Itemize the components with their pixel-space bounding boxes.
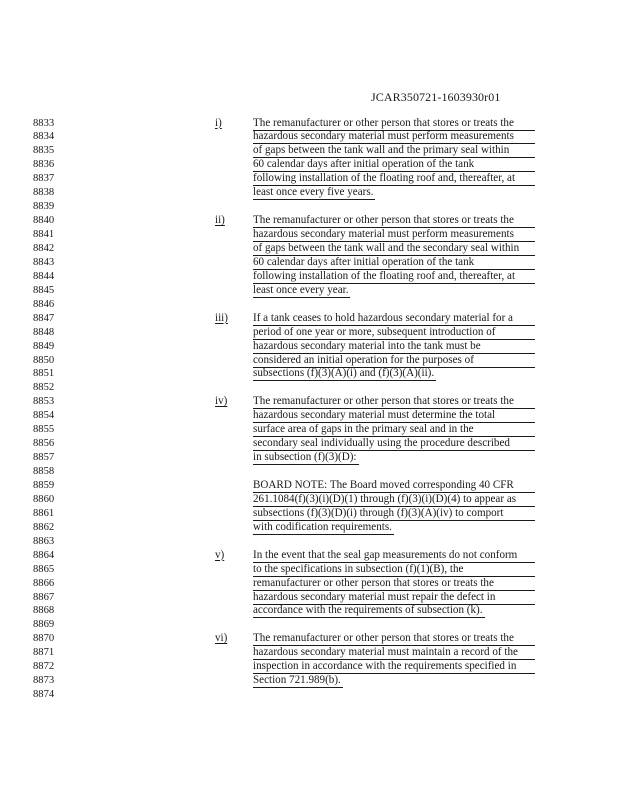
- item-numeral: ii): [215, 214, 225, 227]
- document-line: [0, 646, 624, 659]
- document-line: [0, 493, 624, 506]
- document-line: [0, 563, 624, 576]
- line-number: 8852: [33, 382, 55, 394]
- line-number: 8844: [33, 270, 55, 282]
- line-number: 8858: [33, 466, 55, 477]
- line-number: 8868: [33, 605, 55, 617]
- document-line: [0, 479, 624, 492]
- line-number: 8864: [33, 549, 55, 561]
- line-text: following installation of the floating roof and, thereafter, at: [253, 270, 535, 284]
- line-number: 8859: [33, 479, 55, 491]
- line-text: Section 721.989(b).: [253, 674, 341, 687]
- document-line: [0, 186, 624, 199]
- line-number: 8836: [33, 159, 55, 171]
- line-text: The remanufacturer or other person that stores or treats the: [253, 395, 535, 409]
- line-number: 8871: [33, 647, 55, 659]
- line-number: 8861: [33, 507, 55, 519]
- document-id: JCAR350721-1603930r01: [371, 90, 501, 104]
- document-line: [0, 130, 624, 143]
- document-line: [0, 298, 624, 311]
- line-number: 8838: [33, 187, 55, 199]
- line-text: of gaps between the tank wall and the secondary seal within: [253, 242, 535, 256]
- line-text: subsections (f)(3)(D)(i) through (f)(3)(A)(iv) to comport: [253, 507, 535, 521]
- line-text: The remanufacturer or other person that stores or treats the: [253, 214, 535, 228]
- document-line: [0, 158, 624, 171]
- document-line: [0, 535, 624, 548]
- document-line: [0, 270, 624, 283]
- line-number: 8843: [33, 256, 55, 268]
- item-numeral: i): [215, 116, 222, 129]
- document-line: [0, 367, 624, 380]
- line-text: hazardous secondary material must repair the defect in: [253, 591, 535, 605]
- document-line: [0, 284, 624, 297]
- document-line: [0, 549, 624, 562]
- line-text: hazardous secondary material must perform measurements: [253, 130, 535, 144]
- document-line: [0, 228, 624, 241]
- line-number: 8863: [33, 535, 55, 547]
- document-line: [0, 632, 624, 645]
- document-line: [0, 437, 624, 450]
- document-line: [0, 660, 624, 673]
- line-number: 8870: [33, 633, 55, 645]
- line-text: to the specifications in subsection (f)(1)(B), the: [253, 563, 535, 577]
- line-text: In the event that the seal gap measurements do not conform: [253, 549, 535, 563]
- line-number: 8855: [33, 424, 55, 436]
- document-line: [0, 577, 624, 590]
- item-numeral: iv): [215, 395, 228, 408]
- line-number: 8839: [33, 201, 55, 213]
- line-number: 8833: [33, 117, 55, 129]
- line-number: 8834: [33, 131, 55, 143]
- document-line: [0, 144, 624, 157]
- line-number: 8846: [33, 298, 55, 310]
- line-number: 8869: [33, 619, 55, 631]
- document-line: [0, 591, 624, 604]
- document-line: [0, 688, 624, 701]
- line-text: 60 calendar days after initial operation of the tank: [253, 158, 535, 172]
- line-text: least once every five years.: [253, 186, 374, 199]
- line-number: 8835: [33, 145, 55, 157]
- line-text: considered an initial operation for the purposes of: [253, 354, 535, 368]
- line-number: 8840: [33, 215, 55, 227]
- item-numeral: v): [215, 548, 225, 561]
- line-number: 8847: [33, 312, 55, 324]
- line-text: hazardous secondary material into the tank must be: [253, 340, 535, 354]
- line-number: 8857: [33, 452, 55, 464]
- line-text: hazardous secondary material must perform measurements: [253, 228, 535, 242]
- line-number: 8856: [33, 438, 55, 450]
- document-line: [0, 423, 624, 436]
- line-text: hazardous secondary material must maintain a record of the: [253, 646, 535, 660]
- document-line: [0, 214, 624, 227]
- line-text: inspection in accordance with the requirements specified in: [253, 660, 535, 674]
- line-number: 8860: [33, 493, 55, 505]
- document-line: [0, 340, 624, 353]
- line-number: 8873: [33, 675, 55, 687]
- line-number: 8872: [33, 661, 55, 673]
- document-line: [0, 618, 624, 631]
- line-text: least once every year.: [253, 283, 349, 296]
- line-text: hazardous secondary material must determine the total: [253, 409, 535, 423]
- document-line: [0, 395, 624, 408]
- line-text: remanufacturer or other person that stores or treats the: [253, 577, 535, 591]
- document-line: [0, 507, 624, 520]
- line-number: 8874: [33, 689, 55, 700]
- line-text: 60 calendar days after initial operation of the tank: [253, 256, 535, 270]
- document-line: [0, 381, 624, 394]
- line-text: in subsection (f)(3)(D):: [253, 451, 357, 464]
- document-line: [0, 604, 624, 617]
- line-number: 8867: [33, 591, 55, 603]
- line-text: with codification requirements.: [253, 520, 392, 533]
- line-number: 8853: [33, 396, 55, 408]
- item-numeral: vi): [215, 632, 228, 645]
- line-text: 261.1084(f)(3)(i)(D)(1) through (f)(3)(i)(D)(4) to appear as: [253, 493, 535, 507]
- document-line: [0, 451, 624, 464]
- line-text: secondary seal individually using the procedure described: [253, 437, 535, 451]
- line-text: BOARD NOTE: The Board moved corresponding 40 CFR: [253, 479, 535, 493]
- document-line: [0, 312, 624, 325]
- document-line: [0, 242, 624, 255]
- document-line: [0, 521, 624, 534]
- line-number: 8848: [33, 326, 55, 338]
- document-line: [0, 200, 624, 213]
- line-text: The remanufacturer or other person that stores or treats the: [253, 117, 535, 131]
- document-line: [0, 172, 624, 185]
- line-number: 8841: [33, 229, 55, 240]
- line-text: The remanufacturer or other person that stores or treats the: [253, 632, 535, 646]
- line-number: 8845: [33, 284, 55, 296]
- document-line: [0, 326, 624, 339]
- line-text: surface area of gaps in the primary seal and in the: [253, 423, 535, 437]
- line-text: subsections (f)(3)(A)(i) and (f)(3)(A)(ii).: [253, 367, 435, 380]
- line-number: 8850: [33, 354, 55, 366]
- line-text: If a tank ceases to hold hazardous secondary material for a: [253, 312, 535, 326]
- line-number: 8842: [33, 243, 55, 254]
- document-line: [0, 117, 624, 130]
- line-number: 8862: [33, 521, 55, 533]
- line-number: 8854: [33, 410, 55, 422]
- document-line: [0, 409, 624, 422]
- item-numeral: iii): [215, 311, 228, 324]
- document-line: [0, 674, 624, 687]
- line-number: 8866: [33, 577, 55, 589]
- line-number: 8865: [33, 563, 55, 575]
- line-number: 8851: [33, 368, 55, 380]
- document-line: [0, 354, 624, 367]
- line-text: accordance with the requirements of subsection (k).: [253, 604, 483, 617]
- line-text: following installation of the floating roof and, thereafter, at: [253, 172, 535, 186]
- line-number: 8849: [33, 340, 55, 352]
- line-number: 8837: [33, 173, 55, 185]
- line-text: of gaps between the tank wall and the primary seal within: [253, 144, 535, 158]
- line-text: period of one year or more, subsequent introduction of: [253, 326, 535, 340]
- document-line: [0, 256, 624, 269]
- document-line: [0, 465, 624, 478]
